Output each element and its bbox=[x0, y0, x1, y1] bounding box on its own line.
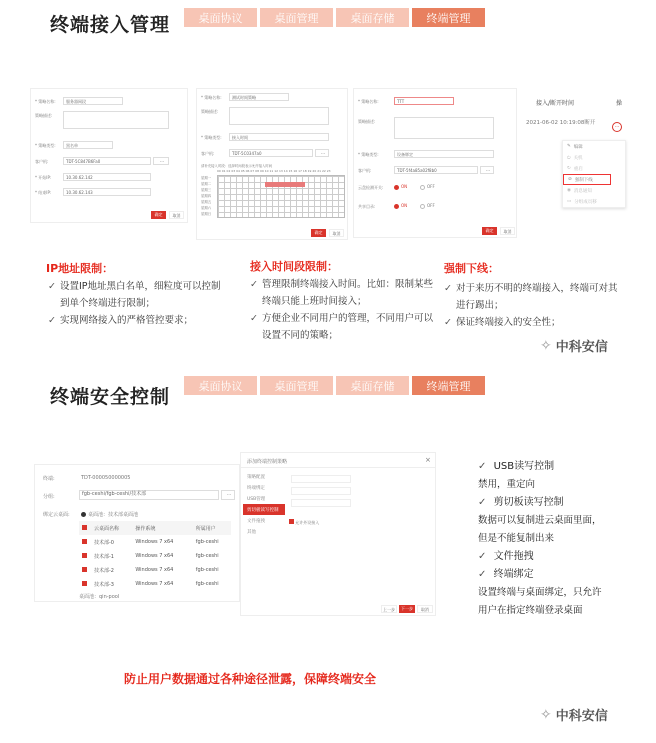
table-row[interactable] bbox=[79, 563, 231, 577]
checkbox[interactable] bbox=[289, 519, 294, 524]
terminal-id: TDT-000050000005 bbox=[81, 475, 131, 481]
table-row[interactable] bbox=[79, 535, 231, 549]
policy-name-input[interactable]: 测试时间策略 bbox=[229, 93, 289, 101]
check-icon: ✓ bbox=[478, 461, 487, 472]
bullet-text: 实现网络接入的严格管控要求； bbox=[59, 315, 193, 326]
row-checkbox[interactable] bbox=[82, 567, 87, 572]
bullet-text: 对于来历不明的终端接入，终端可对其进行踢出； bbox=[455, 283, 618, 311]
cell: fgb-ceshi bbox=[195, 581, 219, 587]
label: * 策略类型: bbox=[358, 152, 379, 157]
menu-label: 关机 bbox=[573, 155, 583, 161]
label: 分组: bbox=[43, 494, 55, 500]
share-dir-off[interactable] bbox=[420, 203, 435, 209]
watermark-1 bbox=[540, 336, 608, 355]
feature-desc: 禁用，重定向 bbox=[478, 479, 536, 490]
menu-clipboard[interactable]: 剪切板读写控制 bbox=[243, 504, 285, 515]
label: 共享目录: bbox=[358, 204, 376, 209]
ip-policy-form bbox=[30, 88, 188, 223]
bullet bbox=[48, 278, 228, 312]
feature-desc: 数据可以复制进云桌面里面， bbox=[478, 515, 602, 526]
menu-label: 分组成员移 bbox=[574, 199, 597, 205]
day-labels bbox=[201, 175, 217, 217]
label: 云盘检测开关: bbox=[358, 185, 384, 190]
client-input[interactable]: TDT-5f4a85a02f8b0 bbox=[394, 166, 478, 174]
menu-edit[interactable] bbox=[563, 141, 625, 152]
label: * 开始IP: bbox=[35, 175, 52, 180]
policy-name-input[interactable]: 服务器网段 bbox=[63, 97, 123, 105]
check-icon: ✓ bbox=[478, 569, 487, 580]
label: 策略描述: bbox=[35, 113, 53, 118]
table-row[interactable] bbox=[79, 577, 231, 591]
menu-shutdown[interactable] bbox=[563, 152, 625, 163]
tab-terminal-management[interactable]: 终端管理 bbox=[412, 376, 485, 395]
policy-type-select[interactable]: 黑名单 bbox=[63, 141, 113, 149]
more-button[interactable]: ··· bbox=[153, 157, 169, 165]
cancel-button[interactable]: 取消 bbox=[169, 211, 184, 219]
feature-bind bbox=[478, 566, 602, 584]
day-label: 星期二 bbox=[201, 182, 212, 186]
feature-desc: 设置终端与桌面绑定，只允许 bbox=[478, 587, 602, 598]
policy-menu bbox=[243, 471, 285, 537]
cancel-button[interactable]: 取消 bbox=[500, 227, 515, 235]
label: * 结束IP: bbox=[35, 190, 52, 195]
cell: fgb-ceshi bbox=[195, 539, 219, 545]
time-hint: 请补充接入时段：选择时间段表示允许接入时间 bbox=[201, 164, 273, 168]
restart-icon: ↻ bbox=[567, 166, 571, 171]
hour-labels: 00 01 02 03 04 05 06 07 08 09 10 11 12 13 14 15 16 17 18 19 20 21 22 23 bbox=[217, 169, 331, 173]
check-icon: ✓ bbox=[250, 279, 258, 290]
menu-label: 编辑 bbox=[573, 144, 583, 150]
column-header: 接入/断开时间 bbox=[536, 100, 575, 107]
column-header: 操 bbox=[616, 100, 623, 107]
row-checkbox[interactable] bbox=[82, 553, 87, 558]
label: * 策略类型: bbox=[35, 143, 56, 148]
label: 策略描述: bbox=[358, 119, 376, 124]
table-header bbox=[79, 521, 231, 535]
bullet bbox=[48, 312, 228, 329]
watermark-text: 中科安信 bbox=[555, 709, 608, 724]
menu-usb[interactable]: USB管理 bbox=[247, 496, 266, 502]
feature-desc: 用户在指定终端登录桌面 bbox=[478, 605, 583, 616]
confirm-button[interactable]: 确定 bbox=[482, 227, 497, 235]
policy-desc-input[interactable] bbox=[394, 117, 494, 139]
disabled-field bbox=[291, 499, 351, 507]
bullet bbox=[444, 314, 624, 331]
wechat-icon: ✧ bbox=[540, 706, 552, 723]
label: * 策略名称: bbox=[201, 95, 222, 100]
terminal-binding-panel bbox=[34, 464, 240, 602]
bullet bbox=[444, 280, 624, 314]
power-icon: ⏻ bbox=[567, 155, 571, 161]
cell: 技术部-3 bbox=[94, 581, 114, 588]
move-icon: ▭ bbox=[567, 199, 572, 204]
column-header: 云桌面名称 bbox=[94, 525, 120, 532]
check-icon: ✓ bbox=[478, 497, 487, 508]
more-button[interactable]: ··· bbox=[480, 166, 494, 174]
divider bbox=[241, 467, 435, 468]
feature-offline-heading: 强制下线： bbox=[444, 262, 499, 275]
check-icon: ✓ bbox=[250, 313, 258, 324]
cell: 技术部-2 bbox=[94, 567, 114, 574]
check-icon: ✓ bbox=[48, 281, 56, 292]
confirm-button[interactable]: 确定 bbox=[151, 211, 166, 219]
label: 终端: bbox=[43, 476, 55, 482]
label: 客户机: bbox=[358, 168, 372, 173]
cancel-button[interactable]: 取消 bbox=[329, 229, 344, 237]
menu-force-offline[interactable] bbox=[563, 174, 611, 185]
dialog-title: 添加终端控制策略 bbox=[247, 459, 288, 465]
selected-time-range bbox=[265, 182, 305, 187]
message-icon: ◉ bbox=[567, 188, 571, 193]
allow-peripheral-option[interactable] bbox=[289, 519, 319, 526]
section-title-terminal-access: 终端接入管理 bbox=[50, 14, 171, 36]
row-checkbox[interactable] bbox=[82, 539, 87, 544]
label: 策略描述: bbox=[201, 109, 219, 114]
wechat-icon: ✧ bbox=[540, 337, 552, 354]
menu-label: 强制下线 bbox=[574, 177, 593, 183]
binding-policy-form bbox=[353, 88, 517, 238]
label: * 策略名称: bbox=[35, 99, 56, 104]
policy-desc-input[interactable] bbox=[229, 107, 329, 125]
off-label: OFF bbox=[427, 203, 435, 208]
tab-desktop-storage[interactable]: 桌面存储 bbox=[336, 8, 409, 27]
add-policy-dialog bbox=[240, 452, 436, 616]
day-label: 星期三 bbox=[201, 188, 212, 192]
tab-desktop-protocol[interactable]: 桌面协议 bbox=[184, 376, 257, 395]
feature-usb bbox=[478, 458, 602, 476]
bullet-text: 方便企业不同用户的管理，不同用户可以设置不同的策略； bbox=[261, 313, 433, 341]
menu-drag[interactable]: 文件拖拽 bbox=[247, 518, 265, 524]
on-label: ON bbox=[401, 203, 408, 208]
cell: Windows 7 x64 bbox=[135, 581, 174, 587]
tab-desktop-storage[interactable]: 桌面存储 bbox=[336, 376, 409, 395]
section-title-terminal-security: 终端安全控制 bbox=[50, 386, 171, 408]
day-label: 星期六 bbox=[201, 206, 212, 210]
menu-restart[interactable] bbox=[563, 163, 625, 174]
group-input[interactable]: fgb-ceshi/fgb-ceshi/技术部 bbox=[79, 490, 219, 500]
security-features bbox=[478, 458, 602, 620]
bullet-text: 管理限制终端接入时间。比如：限制某些终端只能上班时间接入； bbox=[261, 279, 433, 307]
time-policy-form bbox=[196, 88, 348, 240]
menu-policy-config[interactable]: 策略配置 bbox=[247, 474, 265, 480]
feature-time-heading: 接入时间段限制： bbox=[250, 260, 338, 273]
on-label: ON bbox=[401, 184, 408, 189]
row-checkbox[interactable] bbox=[82, 581, 87, 586]
option-label: 允许外设接入 bbox=[295, 520, 320, 525]
bullet bbox=[250, 310, 438, 344]
cloud-check-on[interactable] bbox=[394, 184, 407, 190]
next-button[interactable]: 下一步 bbox=[401, 606, 413, 611]
menu-label: 消息通知 bbox=[573, 188, 592, 194]
policy-name-input[interactable]: TTT bbox=[394, 97, 454, 105]
feature-ip-body bbox=[48, 278, 228, 329]
bullet-text: 保证终端接入的安全性； bbox=[455, 317, 561, 328]
check-icon: ✓ bbox=[444, 317, 452, 328]
feature-drag bbox=[478, 548, 602, 566]
check-icon: ✓ bbox=[444, 283, 452, 294]
label: 客户机: bbox=[35, 159, 49, 164]
feature-title: USB读写控制 bbox=[493, 461, 555, 472]
edit-icon: ✎ bbox=[567, 144, 571, 149]
tab-bar-1 bbox=[184, 8, 485, 27]
terminal-list-snippet bbox=[524, 92, 634, 252]
label: 客户机: bbox=[201, 151, 215, 156]
slogan: 防止用户数据通过各种途径泄露，保障终端安全 bbox=[124, 672, 377, 686]
tab-terminal-management[interactable]: 终端管理 bbox=[412, 8, 485, 27]
disabled-field bbox=[291, 475, 351, 483]
watermark-text: 中科安信 bbox=[555, 340, 608, 355]
label: * 策略名称: bbox=[358, 99, 379, 104]
column-header: 所属用户 bbox=[195, 525, 216, 532]
tab-desktop-protocol[interactable]: 桌面协议 bbox=[184, 8, 257, 27]
feature-ip-heading: IP地址限制： bbox=[46, 262, 114, 275]
day-label: 星期四 bbox=[201, 194, 212, 198]
confirm-button[interactable]: 确定 bbox=[311, 229, 326, 237]
off-label: OFF bbox=[427, 184, 435, 189]
menu-other[interactable]: 其他 bbox=[247, 529, 256, 535]
feature-title: 终端绑定 bbox=[493, 569, 534, 580]
day-label: 星期日 bbox=[201, 212, 212, 216]
menu-terminal-bind[interactable]: 终端绑定 bbox=[247, 485, 265, 491]
cell: fgb-ceshi bbox=[195, 567, 219, 573]
cell: fgb-ceshi bbox=[195, 553, 219, 559]
feature-offline-body bbox=[444, 280, 624, 331]
close-icon[interactable]: × bbox=[425, 456, 431, 464]
pool-radio[interactable] bbox=[81, 511, 138, 518]
feature-title: 剪切板读写控制 bbox=[493, 497, 564, 508]
start-ip-input[interactable]: 10.30.62.142 bbox=[63, 173, 151, 181]
bullet bbox=[250, 276, 438, 310]
policy-type-select[interactable]: 接入时间 bbox=[229, 133, 329, 141]
menu-move-group[interactable] bbox=[563, 196, 625, 207]
watermark-2 bbox=[540, 705, 608, 724]
day-label: 星期一 bbox=[201, 176, 212, 180]
pool-footer: 桌面池：qin-pool bbox=[79, 594, 120, 600]
end-ip-input[interactable]: 10.30.62.143 bbox=[63, 188, 151, 196]
feature-desc: 但是不能复制出来 bbox=[478, 533, 555, 544]
column-header: 操作系统 bbox=[135, 525, 156, 532]
day-label: 星期五 bbox=[201, 200, 212, 204]
pool-label: 桌面池：技术部桌面池 bbox=[88, 512, 139, 518]
cell: 技术部-0 bbox=[94, 539, 114, 546]
desktop-table bbox=[79, 521, 231, 591]
cancel-button[interactable]: 取消 bbox=[417, 605, 433, 613]
offline-icon: ⊘ bbox=[568, 177, 572, 182]
cell: Windows 7 x64 bbox=[135, 567, 174, 573]
feature-clipboard bbox=[478, 494, 602, 512]
check-icon: ✓ bbox=[478, 551, 487, 562]
tab-desktop-management[interactable]: 桌面管理 bbox=[260, 376, 333, 395]
policy-desc-input[interactable] bbox=[63, 111, 169, 129]
more-button[interactable]: ··· bbox=[315, 149, 329, 157]
feature-time-body bbox=[250, 276, 438, 344]
tab-desktop-management[interactable]: 桌面管理 bbox=[260, 8, 333, 27]
check-icon: ✓ bbox=[48, 315, 56, 326]
cell: Windows 7 x64 bbox=[135, 553, 174, 559]
action-menu bbox=[562, 140, 626, 208]
cell: 技术部-1 bbox=[94, 553, 114, 560]
tab-bar-2 bbox=[184, 376, 485, 395]
policy-type-select[interactable]: 设备绑定 bbox=[394, 150, 494, 158]
disabled-field bbox=[291, 487, 351, 495]
cloud-check-off[interactable] bbox=[420, 184, 435, 190]
label: 绑定云桌面: bbox=[43, 512, 70, 518]
disconnect-time: 2021-06-02 10:19:08断开 bbox=[526, 120, 596, 126]
client-input[interactable]: TDT-5C847B6Fa0 bbox=[63, 157, 151, 165]
menu-notify[interactable] bbox=[563, 185, 625, 196]
client-input[interactable]: TDT-5C0347a0 bbox=[229, 149, 313, 157]
select-all-checkbox[interactable] bbox=[82, 525, 87, 530]
cell: Windows 7 x64 bbox=[135, 539, 174, 545]
feature-title: 文件拖拽 bbox=[493, 551, 534, 562]
table-row[interactable] bbox=[79, 549, 231, 563]
bullet-text: 设置IP地址黑白名单，细粒度可以控制到单个终端进行限制； bbox=[59, 281, 221, 309]
prev-button[interactable]: 上一步 bbox=[383, 607, 395, 612]
share-dir-on[interactable] bbox=[394, 203, 407, 209]
menu-label: 重启 bbox=[573, 166, 583, 172]
more-button[interactable]: ··· bbox=[221, 490, 235, 500]
more-icon[interactable]: ··· bbox=[612, 122, 622, 132]
label: * 策略类型: bbox=[201, 135, 222, 140]
